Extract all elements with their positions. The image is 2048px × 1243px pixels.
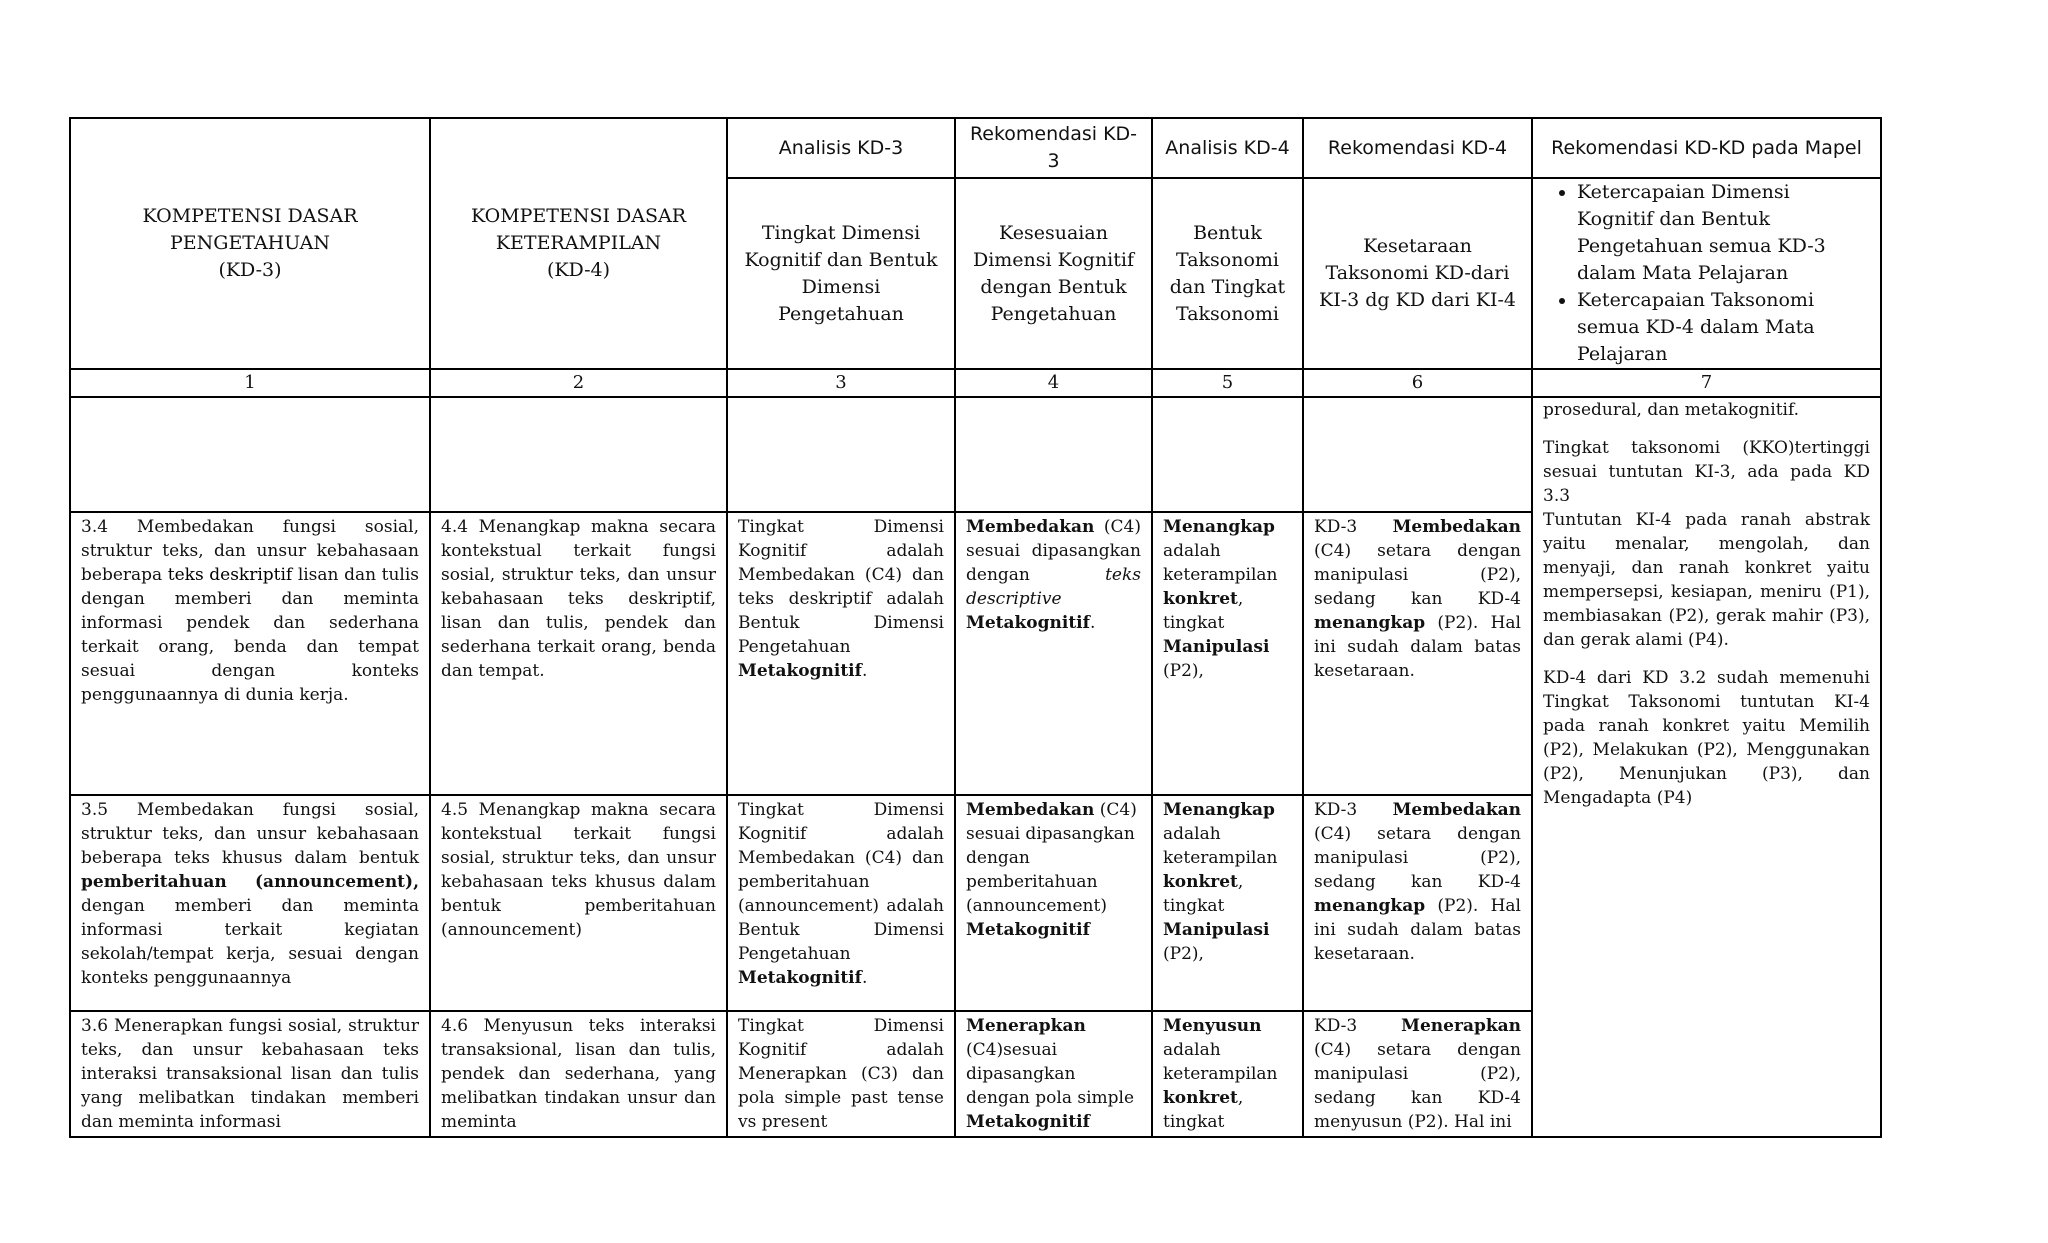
header-rekomendasi-kd4: Rekomendasi KD-4 — [1303, 118, 1532, 178]
blank-row — [70, 397, 1881, 512]
blank-cell — [955, 397, 1152, 512]
rekomendasi-kd4-cell — [1303, 1011, 1532, 1137]
analisis-kd3-cell — [727, 512, 955, 795]
text: . — [1089, 613, 1096, 633]
blank-cell — [430, 397, 727, 512]
col7-paragraph: Tuntutan KI-4 pada ranah abstrak yaitu menalar, mengolah, dan menyaji, dan ranah konkret yaitu mempersepsi, kesiapan, meniru (P1), membiasakan (P2), gerak mahir (P3), dan gerak alami (P4). — [1543, 510, 1870, 650]
header-kd3: KOMPETENSI DASAR PENGETAHUAN (KD-3) — [70, 118, 430, 369]
analisis-kd3-cell — [727, 1011, 955, 1137]
kd3-highlight: teks deskriptif — [167, 565, 293, 585]
col7-paragraph: KD-4 dari KD 3.2 sudah memenuhi Tingkat Taksonomi tuntutan KI-4 pada ranah konkret yaitu Memilih (P2), Melakukan (P2), Menggunakan (P2), Menunjukan (P3), dan Mengadapta (P4) — [1543, 668, 1870, 808]
text: (C3) dan pola simple past tense vs present — [738, 1064, 944, 1132]
text: (P2), — [1163, 661, 1204, 681]
kd3-text: 3.5 Membedakan fungsi sosial, struktur teks, dan unsur kebahasaan beberapa teks khusus dalam bentuk — [81, 800, 419, 868]
text: , tingkat — [1163, 589, 1244, 633]
kd3-cell — [70, 795, 430, 1011]
text: Tingkat Dimensi Kognitif adalah — [738, 517, 944, 561]
header-row-1 — [70, 118, 1881, 178]
text: (P2). Hal ini sudah dalam batas kesetaraan. — [1314, 896, 1521, 964]
kd4-cell: 4.6 Menyusun teks interaksi transaksional, lisan dan tulis, pendek dan sederhana, yang melibatkan tindakan unsur dan meminta — [430, 1011, 727, 1137]
keyword-bold: konkret — [1163, 589, 1238, 609]
text: . — [861, 968, 868, 988]
analisis-kd4-cell — [1152, 512, 1303, 795]
text: (C4) sesuai dipasangkan dengan — [966, 517, 1141, 585]
col7-bullet-list — [1547, 179, 1866, 368]
blank-cell — [70, 397, 430, 512]
text: (P2), — [1163, 944, 1204, 964]
kd3-highlight: pemberitahuan (announcement), — [81, 872, 419, 892]
col7-recommendation — [1532, 397, 1881, 1137]
text: (C4) sesuai dipasangkan dengan pemberitahuan (announcement) — [966, 800, 1137, 916]
blank-cell — [1303, 397, 1532, 512]
keyword-bold: Menerapkan — [966, 1016, 1086, 1036]
text: (C4)sesuai dipasangkan dengan pola simple — [966, 1040, 1135, 1108]
keyword: Membedakan — [738, 848, 855, 868]
kd4-cell: 4.5 Menangkap makna secara kontekstual terkait fungsi sosial, struktur teks, dan unsur kebahasaan teks khusus dalam bentuk pemberitahuan (announcement) — [430, 795, 727, 1011]
col7-bullet: • Ketercapaian Dimensi Kognitif dan Bentuk Pengetahuan semua KD-3 dalam Mata Pelajaran — [1577, 179, 1866, 287]
keyword: menyusun — [1314, 1112, 1403, 1132]
keyword-bold: Menangkap — [1163, 517, 1275, 537]
keyword-bold: Metakognitif — [966, 1112, 1090, 1132]
subheader-col3: Tingkat Dimensi Kognitif dan Bentuk Dimensi Pengetahuan — [727, 178, 955, 369]
text: (C4) setara dengan manipulasi (P2), sedang kan KD-4 — [1314, 824, 1521, 892]
blank-cell — [1152, 397, 1303, 512]
italic-term: teks descriptive — [966, 565, 1141, 609]
text: (C4) setara dengan manipulasi (P2), sedang kan KD-4 — [1314, 541, 1521, 609]
column-number: 5 — [1152, 369, 1303, 397]
analisis-kd4-cell — [1152, 795, 1303, 1011]
subheader-col6: Kesetaraan Taksonomi KD-dari KI-3 dg KD dari KI-4 — [1303, 178, 1532, 369]
keyword-bold: Menerapkan — [1401, 1016, 1521, 1036]
text: (C4) dan teks deskriptif adalah Bentuk Dimensi Pengetahuan — [738, 565, 944, 657]
keyword-bold: Metakognitif — [738, 661, 862, 681]
rekomendasi-kd4-cell — [1303, 512, 1532, 795]
text: KD-3 — [1314, 1016, 1402, 1036]
text: Tingkat Dimensi Kognitif adalah — [738, 800, 944, 844]
subheader-col4: Kesesuaian Dimensi Kognitif dengan Bentuk Pengetahuan — [955, 178, 1152, 369]
column-number: 7 — [1532, 369, 1881, 397]
analisis-kd4-cell — [1152, 1011, 1303, 1137]
text: , tingkat — [1163, 1088, 1244, 1132]
text: KD-3 — [1314, 517, 1393, 537]
text: (P2). Hal ini sudah dalam batas kesetaraan. — [1314, 613, 1521, 681]
column-number: 1 — [70, 369, 430, 397]
subheader-col5: Bentuk Taksonomi dan Tingkat Taksonomi — [1152, 178, 1303, 369]
kd3-cell: 3.6 Menerapkan fungsi sosial, struktur teks, dan unsur kebahasaan teks interaksi transaksional lisan dan tulis yang melibatkan tindakan memberi dan meminta informasi — [70, 1011, 430, 1137]
keyword-bold: Membedakan — [1392, 517, 1521, 537]
col7-paragraph: Tingkat taksonomi (KKO)tertinggi sesuai tuntutan KI-3, ada pada KD 3.3 — [1543, 438, 1870, 506]
keyword-bold: Manipulasi — [1163, 637, 1270, 657]
header-rekomendasi-kd3: Rekomendasi KD-3 — [955, 118, 1152, 178]
text: adalah keterampilan — [1163, 541, 1278, 585]
header-analisis-kd4: Analisis KD-4 — [1152, 118, 1303, 178]
kd4-cell: 4.4 Menangkap makna secara kontekstual terkait fungsi sosial, struktur teks, dan unsur kebahasaan teks deskriptif, lisan dan tulis, pendek dan sederhana terkait orang, benda dan tempat. — [430, 512, 727, 795]
keyword-bold: Membedakan — [966, 800, 1095, 820]
text: adalah keterampilan — [1163, 824, 1278, 868]
keyword: Membedakan — [738, 565, 855, 585]
column-number: 3 — [727, 369, 955, 397]
analisis-kd3-cell — [727, 795, 955, 1011]
col7-paragraph: prosedural, dan metakognitif. — [1543, 400, 1800, 420]
kd3-text: dengan memberi dan meminta informasi terkait kegiatan sekolah/tempat kerja, sesuai dengan konteks penggunaannya — [81, 896, 419, 988]
text: KD-3 — [1314, 800, 1393, 820]
keyword-bold: Metakognitif — [966, 920, 1090, 940]
keyword-bold: Metakognitif — [966, 613, 1090, 633]
header-analisis-kd3: Analisis KD-3 — [727, 118, 955, 178]
document-page — [69, 117, 1882, 1138]
keyword-bold: konkret — [1163, 1088, 1238, 1108]
rekomendasi-kd3-cell — [955, 1011, 1152, 1137]
text: (P2). Hal ini — [1402, 1112, 1512, 1132]
keyword-bold: menangkap — [1314, 896, 1426, 916]
keyword-bold: Metakognitif — [738, 968, 862, 988]
kd-analysis-table — [69, 117, 1882, 1138]
rekomendasi-kd3-cell — [955, 512, 1152, 795]
keyword-bold: menangkap — [1314, 613, 1426, 633]
column-number: 4 — [955, 369, 1152, 397]
kd3-text: 3.4 Membedakan fungsi sosial, struktur teks, dan unsur kebahasaan beberapa — [81, 517, 419, 585]
text: . — [861, 661, 868, 681]
text: Tingkat Dimensi Kognitif adalah — [738, 1016, 944, 1060]
kd3-cell — [70, 512, 430, 795]
header-rekomendasi-mapel: Rekomendasi KD-KD pada Mapel — [1532, 118, 1881, 178]
blank-cell — [727, 397, 955, 512]
keyword-bold: Menangkap — [1163, 800, 1275, 820]
keyword-bold: Manipulasi — [1163, 920, 1270, 940]
keyword-bold: Menyusun — [1163, 1016, 1262, 1036]
rekomendasi-kd3-cell — [955, 795, 1152, 1011]
kd3-text: lisan dan tulis dengan memberi dan meminta informasi pendek dan sederhana terkait orang, benda dan tempat sesuai dengan konteks penggunaannya di dunia kerja. — [81, 565, 419, 705]
text: adalah keterampilan — [1163, 1040, 1278, 1084]
text: , tingkat — [1163, 872, 1244, 916]
text: (C4) dan pemberitahuan (announcement) adalah Bentuk Dimensi Pengetahuan — [738, 848, 944, 964]
col7-bullet: • Ketercapaian Taksonomi semua KD-4 dalam Mata Pelajaran — [1577, 287, 1866, 368]
subheader-col7 — [1532, 178, 1881, 369]
keyword-bold: Membedakan — [1392, 800, 1521, 820]
keyword-bold: Membedakan — [966, 517, 1095, 537]
text: (C4) setara dengan manipulasi (P2), sedang kan KD-4 — [1314, 1040, 1521, 1108]
keyword-bold: konkret — [1163, 872, 1238, 892]
header-kd4: KOMPETENSI DASAR KETERAMPILAN (KD-4) — [430, 118, 727, 369]
keyword: Menerapkan — [738, 1064, 848, 1084]
column-number: 2 — [430, 369, 727, 397]
column-number: 6 — [1303, 369, 1532, 397]
rekomendasi-kd4-cell — [1303, 795, 1532, 1011]
column-number-row — [70, 369, 1881, 397]
